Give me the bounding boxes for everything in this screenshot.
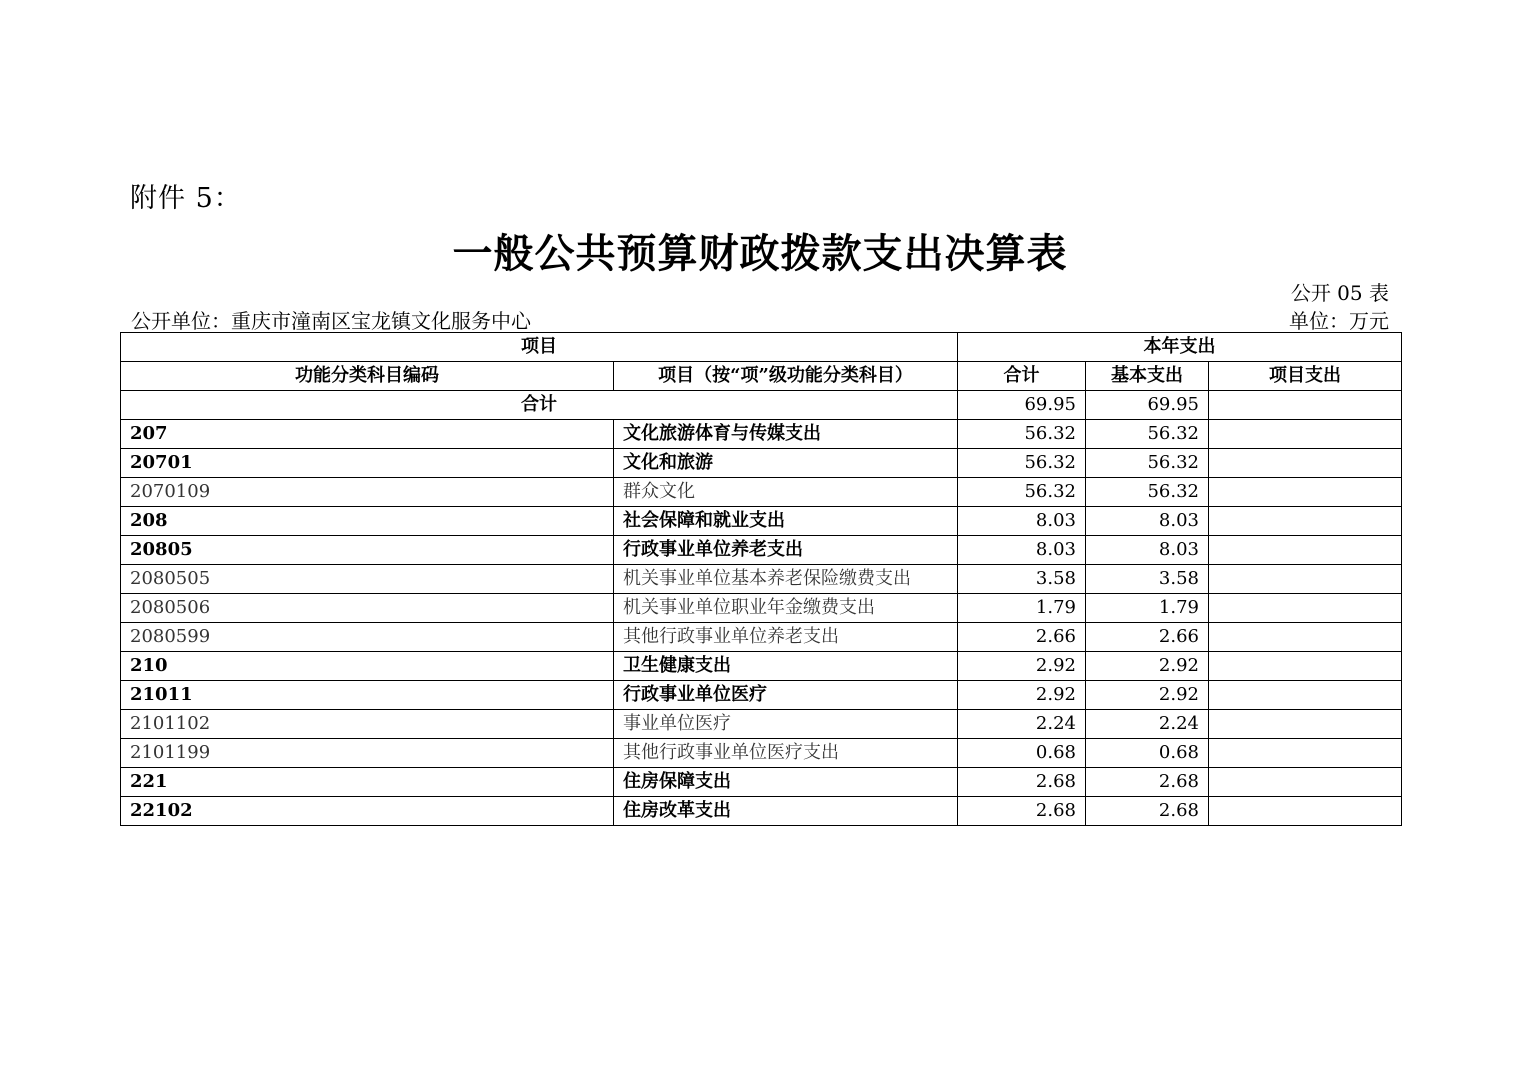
row-project (1209, 623, 1402, 652)
row-project (1209, 420, 1402, 449)
row-name: 行政事业单位医疗 (614, 681, 958, 710)
row-name: 机关事业单位基本养老保险缴费支出 (614, 565, 958, 594)
table-row (121, 536, 1402, 565)
row-total: 2.24 (958, 710, 1086, 739)
row-project (1209, 652, 1402, 681)
table-row (121, 420, 1402, 449)
row-code: 207 (121, 420, 614, 449)
row-code: 20701 (121, 449, 614, 478)
total-row (121, 391, 1402, 420)
row-basic: 56.32 (1086, 478, 1209, 507)
row-code: 2080599 (121, 623, 614, 652)
row-code: 21011 (121, 681, 614, 710)
row-code: 2080505 (121, 565, 614, 594)
total-basic: 69.95 (1086, 391, 1209, 420)
row-project (1209, 681, 1402, 710)
row-total: 56.32 (958, 420, 1086, 449)
header-project: 项目支出 (1209, 362, 1402, 391)
header-code: 功能分类科目编码 (121, 362, 614, 391)
row-name: 行政事业单位养老支出 (614, 536, 958, 565)
row-name: 文化旅游体育与传媒支出 (614, 420, 958, 449)
header-total: 合计 (958, 362, 1086, 391)
row-name: 机关事业单位职业年金缴费支出 (614, 594, 958, 623)
row-basic: 1.79 (1086, 594, 1209, 623)
row-basic: 3.58 (1086, 565, 1209, 594)
table-row (121, 478, 1402, 507)
row-basic: 56.32 (1086, 449, 1209, 478)
row-basic: 2.66 (1086, 623, 1209, 652)
row-total: 56.32 (958, 478, 1086, 507)
row-code: 210 (121, 652, 614, 681)
row-name: 群众文化 (614, 478, 958, 507)
row-code: 2070109 (121, 478, 614, 507)
total-project (1209, 391, 1402, 420)
row-total: 2.68 (958, 797, 1086, 826)
row-project (1209, 710, 1402, 739)
table-row (121, 623, 1402, 652)
table-row (121, 565, 1402, 594)
header-row-columns (121, 362, 1402, 391)
row-code: 208 (121, 507, 614, 536)
row-basic: 2.24 (1086, 710, 1209, 739)
header-row-group (121, 333, 1402, 362)
row-code: 2101199 (121, 739, 614, 768)
row-name: 住房保障支出 (614, 768, 958, 797)
row-name: 其他行政事业单位医疗支出 (614, 739, 958, 768)
row-project (1209, 739, 1402, 768)
row-basic: 0.68 (1086, 739, 1209, 768)
budget-table (120, 332, 1402, 826)
disclosing-unit: 公开单位：重庆市潼南区宝龙镇文化服务中心 (131, 309, 531, 333)
row-total: 2.66 (958, 623, 1086, 652)
row-basic: 8.03 (1086, 536, 1209, 565)
row-total: 2.68 (958, 768, 1086, 797)
table-row (121, 681, 1402, 710)
row-code: 221 (121, 768, 614, 797)
row-project (1209, 449, 1402, 478)
row-name: 住房改革支出 (614, 797, 958, 826)
row-total: 1.79 (958, 594, 1086, 623)
table-row (121, 710, 1402, 739)
header-basic: 基本支出 (1086, 362, 1209, 391)
form-number: 公开 05 表 (1290, 281, 1389, 305)
row-name: 文化和旅游 (614, 449, 958, 478)
table-row (121, 449, 1402, 478)
row-total: 2.92 (958, 681, 1086, 710)
attachment-label: 附件 5： (130, 183, 242, 214)
table-row (121, 739, 1402, 768)
row-name: 事业单位医疗 (614, 710, 958, 739)
row-code: 2080506 (121, 594, 614, 623)
row-basic: 2.68 (1086, 768, 1209, 797)
row-total: 0.68 (958, 739, 1086, 768)
table-row (121, 507, 1402, 536)
table-row (121, 652, 1402, 681)
total-value: 69.95 (958, 391, 1086, 420)
row-name: 其他行政事业单位养老支出 (614, 623, 958, 652)
row-project (1209, 594, 1402, 623)
row-name: 社会保障和就业支出 (614, 507, 958, 536)
row-code: 22102 (121, 797, 614, 826)
row-project (1209, 768, 1402, 797)
row-project (1209, 536, 1402, 565)
table-row (121, 594, 1402, 623)
row-basic: 56.32 (1086, 420, 1209, 449)
row-basic: 8.03 (1086, 507, 1209, 536)
table-row (121, 797, 1402, 826)
row-basic: 2.92 (1086, 652, 1209, 681)
row-code: 2101102 (121, 710, 614, 739)
total-label: 合计 (121, 391, 958, 420)
row-project (1209, 565, 1402, 594)
row-name: 卫生健康支出 (614, 652, 958, 681)
row-total: 2.92 (958, 652, 1086, 681)
table-row (121, 768, 1402, 797)
row-total: 8.03 (958, 507, 1086, 536)
row-code: 20805 (121, 536, 614, 565)
row-project (1209, 478, 1402, 507)
currency-unit: 单位：万元 (1289, 309, 1389, 333)
header-name: 项目（按“项”级功能分类科目） (614, 362, 958, 391)
header-expense-group: 本年支出 (958, 333, 1402, 362)
page-title: 一般公共预算财政拨款支出决算表 (452, 230, 1068, 277)
row-basic: 2.92 (1086, 681, 1209, 710)
row-total: 56.32 (958, 449, 1086, 478)
row-project (1209, 507, 1402, 536)
row-project (1209, 797, 1402, 826)
row-total: 3.58 (958, 565, 1086, 594)
row-basic: 2.68 (1086, 797, 1209, 826)
header-item-group: 项目 (121, 333, 958, 362)
row-total: 8.03 (958, 536, 1086, 565)
